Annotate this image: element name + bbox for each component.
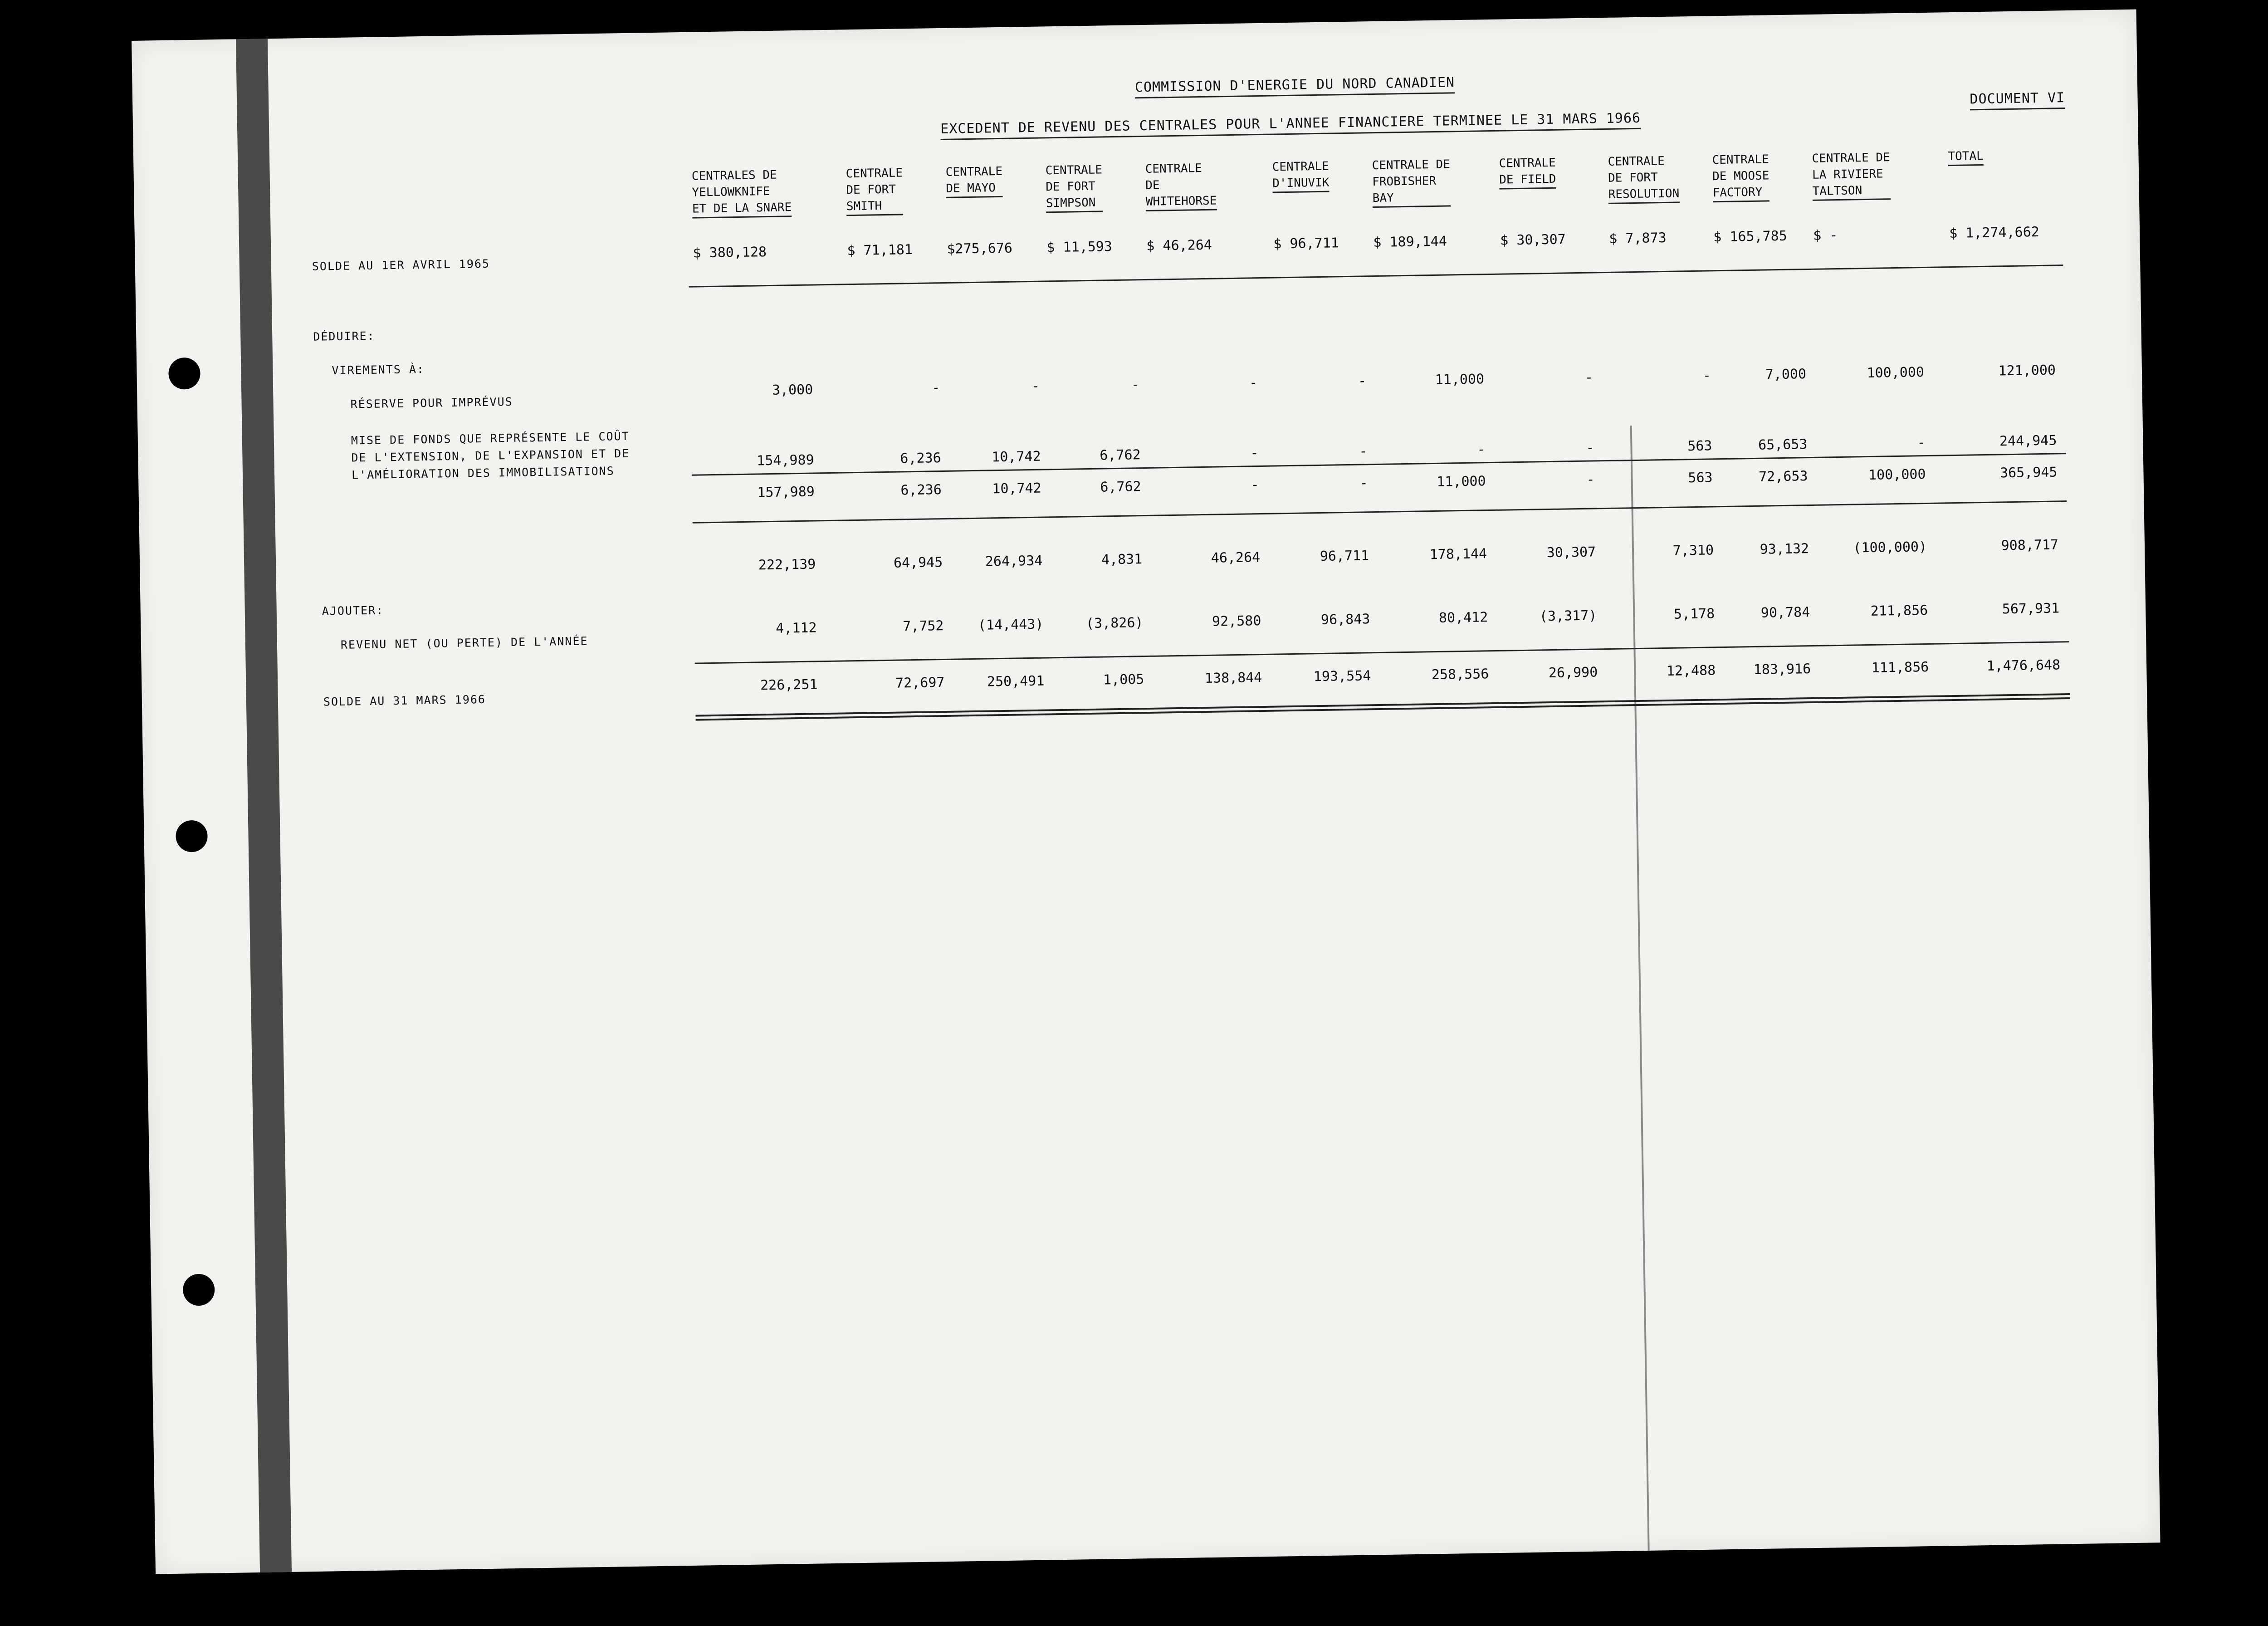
table-cell: $275,676 <box>947 240 1013 257</box>
table-cell: 7,000 <box>1765 366 1807 383</box>
table-cell: $ 1,274,662 <box>1949 224 2040 242</box>
table-cell: 1,005 <box>1103 671 1144 688</box>
table-cell: - <box>1702 367 1711 384</box>
table-cell: $ 189,144 <box>1373 233 1447 251</box>
table-cell: 10,742 <box>992 480 1042 497</box>
table-cell: 908,717 <box>2001 537 2059 554</box>
document-sheet <box>132 10 2160 1574</box>
row-label-mise-de-fonds: MISE DE FONDS QUE REPRÉSENTE LE COÛT DE L'EXTENSION, DE L'EXPANSION ET DE L'AMÉLIORATION DES IMMOBILISATIONS <box>351 429 630 482</box>
row-label-solde-1966: SOLDE AU 31 MARS 1966 <box>323 692 486 709</box>
table-cell: (3,826) <box>1085 615 1144 632</box>
table-cell: - <box>1584 369 1593 386</box>
table-cell: $ 165,785 <box>1713 228 1788 245</box>
table-cell: 178,144 <box>1429 546 1487 563</box>
table-cell: 211,856 <box>1870 602 1928 619</box>
column-header: CENTRALE D'INUVIK <box>1272 158 1329 193</box>
rule <box>693 500 2067 524</box>
table-cell: 30,307 <box>1546 544 1596 561</box>
section-label-ajouter: AJOUTER: <box>322 603 384 618</box>
table-cell: 183,916 <box>1753 661 1811 678</box>
table-cell: 96,843 <box>1320 611 1370 628</box>
column-header: CENTRALES DE YELLOWKNIFE ET DE LA SNARE <box>692 167 792 218</box>
column-header: CENTRALE DE FORT SMITH <box>846 165 904 216</box>
table-cell: - <box>931 380 940 396</box>
table-cell: 222,139 <box>758 556 816 573</box>
document-subtitle: EXCEDENT DE REVENU DES CENTRALES POUR L'ANNEE FINANCIERE TERMINEE LE 31 MARS 1966 <box>940 110 1641 140</box>
table-cell: 5,178 <box>1673 606 1715 622</box>
table-cell: - <box>1131 377 1140 393</box>
table-cell: 258,556 <box>1431 666 1489 683</box>
table-cell: - <box>1359 475 1368 491</box>
table-cell: 10,742 <box>992 448 1041 465</box>
table-cell: 563 <box>1687 438 1712 455</box>
row-label-revenu-net: REVENU NET (OU PERTE) DE L'ANNÉE <box>340 634 588 651</box>
table-cell: 3,000 <box>772 382 813 398</box>
table-cell: 244,945 <box>1999 432 2057 450</box>
table-cell: 111,856 <box>1871 659 1929 676</box>
table-cell: 11,000 <box>1436 473 1486 490</box>
table-cell: - <box>1359 443 1368 460</box>
table-cell: 90,784 <box>1760 604 1810 621</box>
table-cell: 46,264 <box>1211 549 1261 566</box>
table-cell: 6,762 <box>1100 479 1141 495</box>
rule <box>689 264 2063 288</box>
row-label-solde-1965: SOLDE AU 1ER AVRIL 1965 <box>312 257 490 273</box>
table-cell: $ 71,181 <box>847 242 913 259</box>
table-cell: 92,580 <box>1212 613 1261 630</box>
table-cell: 26,990 <box>1548 664 1598 681</box>
table-cell: 96,711 <box>1320 548 1369 564</box>
table-cell: 6,236 <box>900 450 941 467</box>
table-cell: 72,653 <box>1758 468 1808 485</box>
table-cell: 100,000 <box>1868 466 1926 483</box>
table-cell: 7,310 <box>1672 542 1714 559</box>
table-cell: 250,491 <box>987 673 1045 690</box>
column-header: CENTRALE DE WHITEHORSE <box>1145 160 1217 211</box>
table-cell: - <box>1586 440 1594 456</box>
column-header: CENTRALE DE MOOSE FACTORY <box>1712 151 1769 202</box>
punch-hole <box>168 358 200 390</box>
section-label-virements: VIREMENTS À: <box>332 362 425 377</box>
table-cell: - <box>1249 375 1258 391</box>
section-label-deduire: DÉDUIRE: <box>313 329 375 343</box>
table-cell: 7,752 <box>902 618 944 635</box>
table-cell: 157,989 <box>757 484 815 501</box>
column-header: CENTRALE DE MAYO <box>945 163 1002 198</box>
table-cell: 100,000 <box>1867 364 1925 381</box>
table-cell: 121,000 <box>1998 362 2056 379</box>
binding-strip <box>236 39 292 1572</box>
table-cell: 72,697 <box>895 675 945 691</box>
table-cell: 11,000 <box>1435 371 1485 388</box>
table-cell: - <box>1251 477 1259 493</box>
table-cell: 154,989 <box>757 452 814 469</box>
table-cell: 12,488 <box>1666 662 1716 680</box>
table-cell: - <box>1358 373 1367 389</box>
table-cell: - <box>1250 445 1259 461</box>
table-cell: (3,317) <box>1539 607 1597 625</box>
punch-hole <box>176 820 208 852</box>
table-cell: 226,251 <box>760 676 818 694</box>
table-cell: 6,762 <box>1100 447 1141 464</box>
column-header: TOTAL <box>1948 148 1984 166</box>
table-cell: 65,653 <box>1758 436 1808 453</box>
column-header: CENTRALE DE FORT RESOLUTION <box>1608 152 1679 204</box>
table-cell: $ 380,128 <box>693 244 767 261</box>
column-header: CENTRALE DE FORT SIMPSON <box>1045 162 1103 213</box>
table-cell: - <box>1586 471 1595 488</box>
table-cell: 6,236 <box>900 482 942 499</box>
table-cell: 93,132 <box>1760 541 1809 558</box>
table-cell: $ 7,873 <box>1608 230 1667 247</box>
table-cell: 4,112 <box>775 620 817 637</box>
document-reference: DOCUMENT VI <box>1970 90 2065 110</box>
table-cell: 1,476,648 <box>1986 657 2061 674</box>
table-cell: $ 46,264 <box>1146 237 1212 254</box>
table-cell: 567,931 <box>2002 600 2060 617</box>
fold-line <box>1630 426 1650 1551</box>
double-rule <box>695 693 2070 717</box>
row-label-reserve: RÉSERVE POUR IMPRÉVUS <box>350 395 513 411</box>
column-header: CENTRALE DE FROBISHER BAY <box>1372 156 1451 208</box>
table-cell: 264,934 <box>985 553 1043 570</box>
table-cell: $ 11,593 <box>1046 239 1113 256</box>
table-cell: 365,945 <box>1999 464 2058 481</box>
table-cell: 193,554 <box>1313 668 1371 685</box>
punch-hole <box>183 1273 215 1306</box>
document-title: COMMISSION D'ENERGIE DU NORD CANADIEN <box>1135 74 1455 98</box>
table-cell: - <box>1917 434 1926 451</box>
column-header: CENTRALE DE FIELD <box>1499 155 1556 190</box>
table-cell: 138,844 <box>1204 670 1262 687</box>
table-cell: 64,945 <box>893 554 943 571</box>
table-cell: - <box>1031 378 1040 394</box>
table-cell: $ - <box>1813 227 1838 244</box>
table-cell: $ 96,711 <box>1273 235 1339 252</box>
table-cell: 80,412 <box>1438 609 1488 626</box>
table-cell: (100,000) <box>1853 539 1927 556</box>
column-header: CENTRALE DE LA RIVIERE TALTSON <box>1812 149 1891 201</box>
table-cell: 563 <box>1688 470 1713 486</box>
table-cell: $ 30,307 <box>1500 231 1566 249</box>
table-cell: 4,831 <box>1101 551 1143 568</box>
table-cell: (14,443) <box>978 616 1044 633</box>
table-cell: - <box>1477 441 1486 458</box>
